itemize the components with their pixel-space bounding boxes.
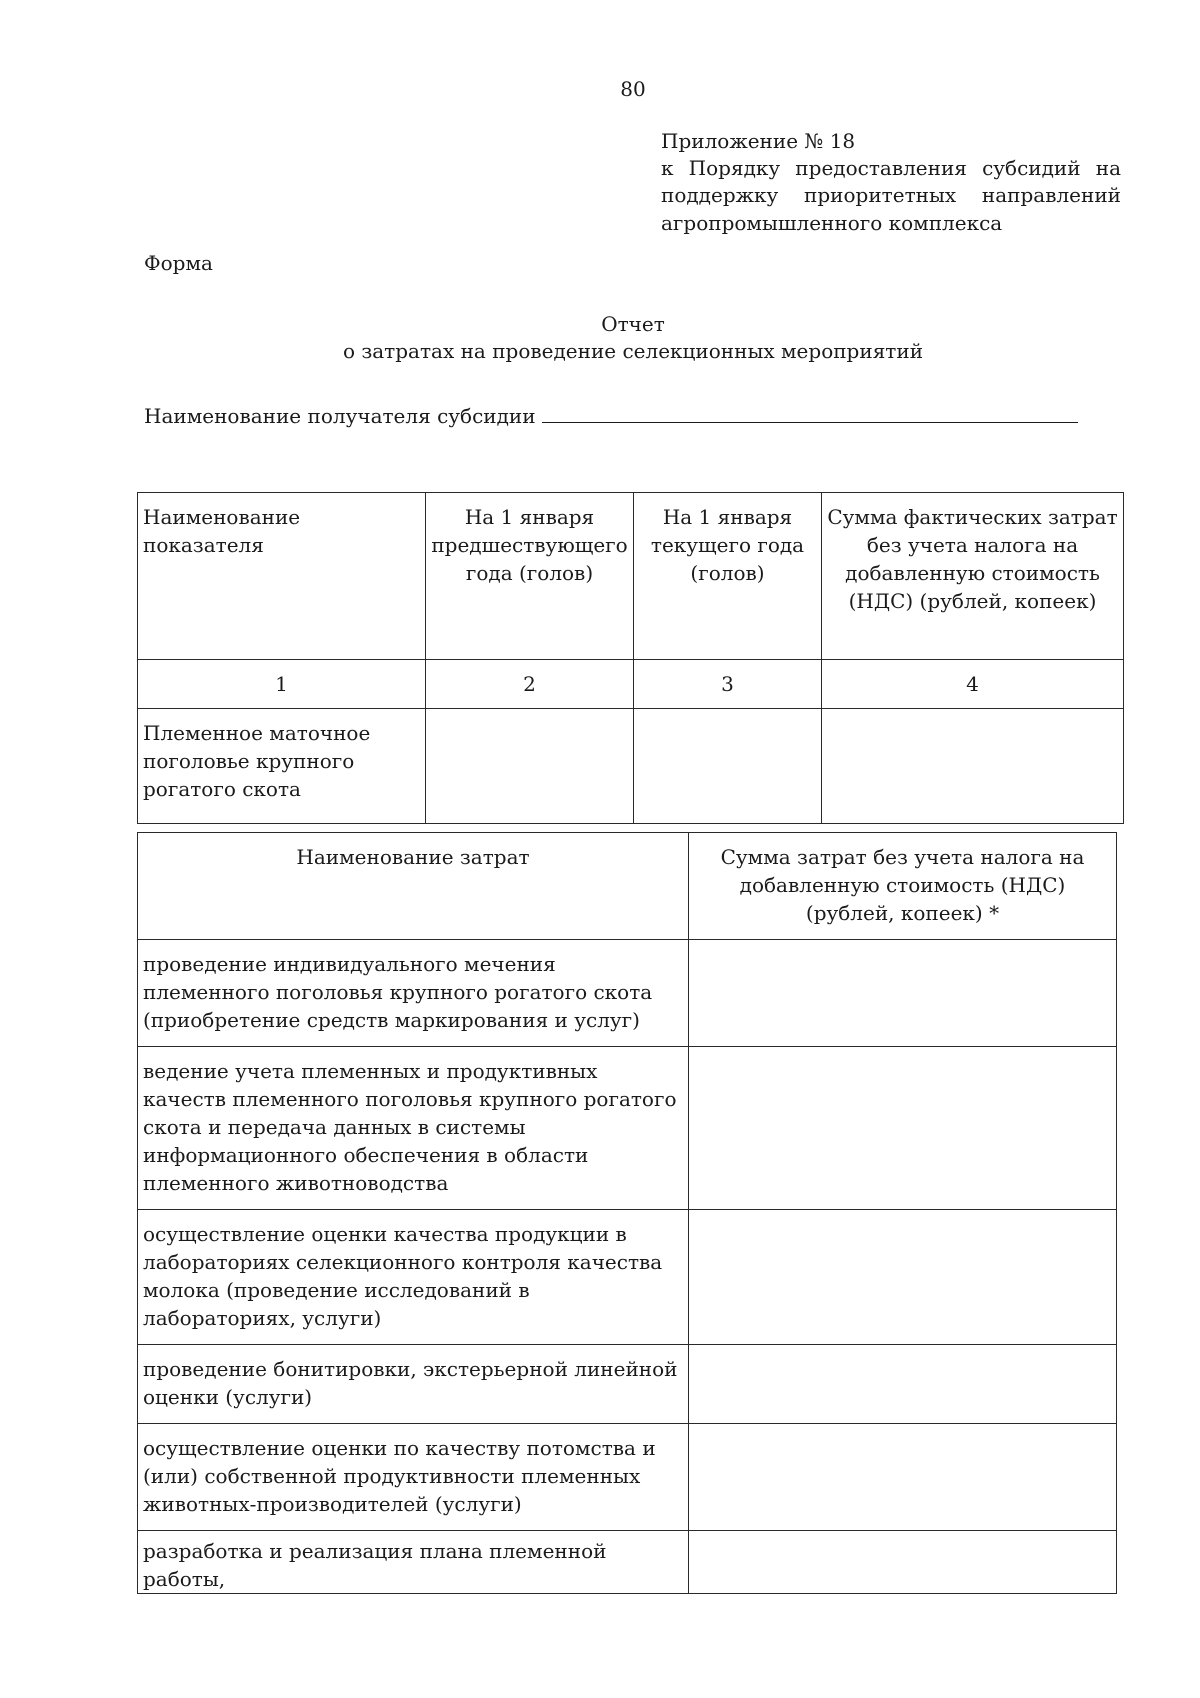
appendix-line: поддержку приоритетных направлений xyxy=(661,183,1121,208)
recipient-field xyxy=(144,402,1104,430)
cost-name: осуществление оценки по качеству потомства и (или) собственной продуктивности племенных животных-производителей (услуги) xyxy=(138,1424,689,1531)
column-header: На 1 января текущего года (голов) xyxy=(634,493,822,660)
cost-amount-cell[interactable] xyxy=(689,1210,1117,1345)
value-cell-prev-year[interactable] xyxy=(426,709,634,824)
column-number-row xyxy=(138,660,1124,709)
cost-name: проведение индивидуального мечения племенного поголовья крупного рогатого скота (приобретение средств маркирования и услуг) xyxy=(138,940,689,1047)
table-row xyxy=(138,1424,1117,1531)
indicator-table xyxy=(137,492,1124,824)
column-header: Сумма затрат без учета налога на добавленную стоимость (НДС) (рублей, копеек) * xyxy=(689,833,1117,940)
table-header-row xyxy=(138,833,1117,940)
column-header: Сумма фактических затрат без учета налога на добавленную стоимость (НДС) (рублей, копеек) xyxy=(822,493,1124,660)
appendix-line: Приложение № 18 xyxy=(661,129,856,153)
cost-name: разработка и реализация плана племенной работы, xyxy=(138,1531,689,1594)
table-header-row xyxy=(138,493,1124,660)
column-header: На 1 января предшествующего года (голов) xyxy=(426,493,634,660)
indicator-name: Племенное маточное поголовье крупного рогатого скота xyxy=(138,709,426,824)
appendix-line: агропромышленного комплекса xyxy=(661,210,1003,235)
recipient-label: Наименование получателя субсидии xyxy=(144,404,536,428)
cost-amount-cell[interactable] xyxy=(689,1424,1117,1531)
table-row xyxy=(138,709,1124,824)
cost-name: проведение бонитировки, экстерьерной линейной оценки (услуги) xyxy=(138,1345,689,1424)
table-row xyxy=(138,1345,1117,1424)
table-row xyxy=(138,1210,1117,1345)
column-number: 1 xyxy=(138,660,426,709)
table-row xyxy=(138,1531,1117,1594)
cost-amount-cell[interactable] xyxy=(689,1345,1117,1424)
title-line-1: Отчет xyxy=(601,312,665,336)
form-label: Форма xyxy=(144,251,213,275)
value-cell-cost[interactable] xyxy=(822,709,1124,824)
table-row xyxy=(138,1047,1117,1210)
table-row xyxy=(138,940,1117,1047)
value-cell-current-year[interactable] xyxy=(634,709,822,824)
document-title xyxy=(0,311,1200,365)
appendix-header xyxy=(661,128,1121,237)
cost-amount-cell[interactable] xyxy=(689,1531,1117,1594)
column-header: Наименование затрат xyxy=(138,833,689,940)
page-number: 80 xyxy=(620,77,646,101)
appendix-line: к Порядку предоставления субсидий на xyxy=(661,156,1121,181)
costs-table xyxy=(137,832,1117,1594)
recipient-input-line[interactable] xyxy=(542,402,1078,423)
cost-name: осуществление оценки качества продукции в лабораториях селекционного контроля качества молока (проведение исследований в лабораториях, услуги) xyxy=(138,1210,689,1345)
column-number: 2 xyxy=(426,660,634,709)
column-number: 3 xyxy=(634,660,822,709)
column-number: 4 xyxy=(822,660,1124,709)
column-header: Наименование показателя xyxy=(138,493,426,660)
cost-amount-cell[interactable] xyxy=(689,1047,1117,1210)
cost-name: ведение учета племенных и продуктивных качеств племенного поголовья крупного рогатого скота и передача данных в системы информационного обеспечения в области племенного животноводства xyxy=(138,1047,689,1210)
title-line-2: о затратах на проведение селекционных мероприятий xyxy=(342,339,924,364)
cost-amount-cell[interactable] xyxy=(689,940,1117,1047)
